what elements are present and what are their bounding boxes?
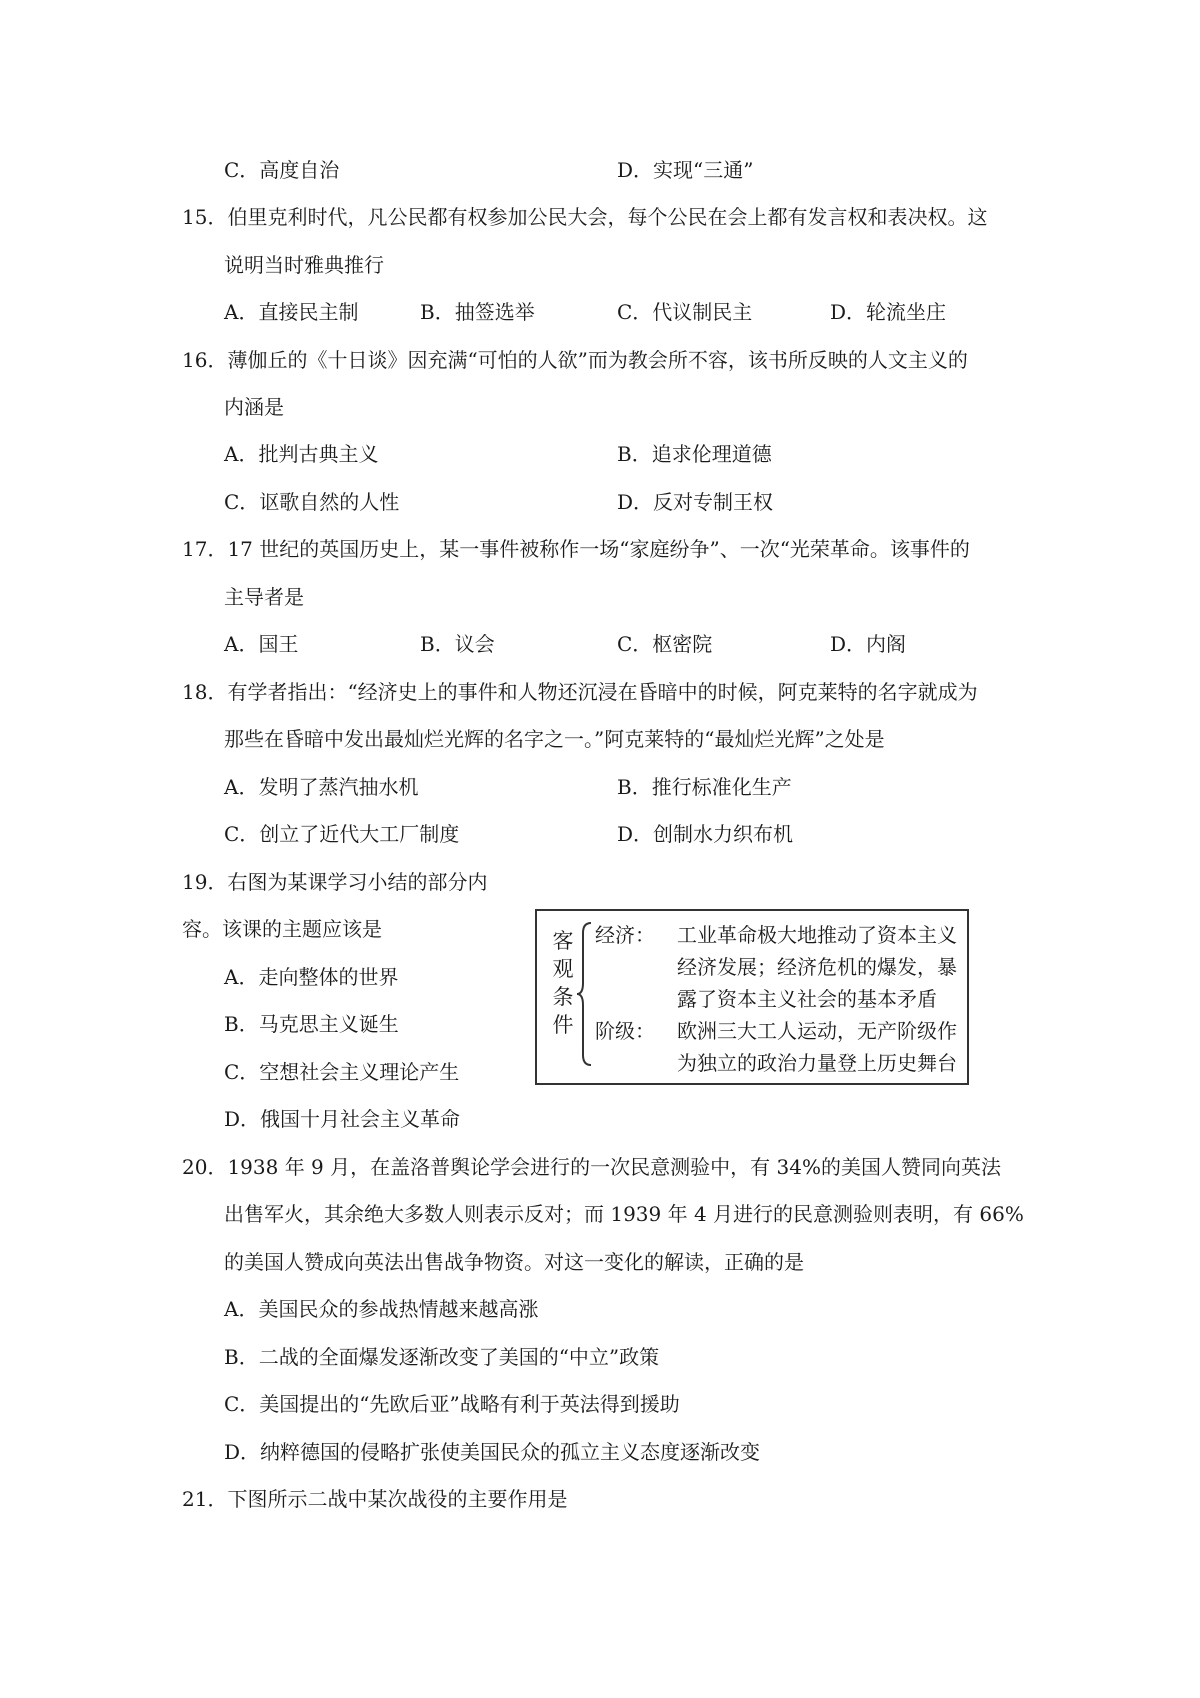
q19-option-a: A．走向整体的世界	[224, 965, 399, 989]
q20-stem-line2: 出售军火，其余绝大多数人则表示反对；而 1939 年 4 月进行的民意测验则表明，有 66%	[224, 1202, 1024, 1226]
q18-option-b: B．推行标准化生产	[617, 775, 792, 799]
q17-option-c: C．枢密院	[617, 632, 713, 656]
q15-stem-line2: 说明当时雅典推行	[224, 253, 384, 277]
q18-option-a: A．发明了蒸汽抽水机	[224, 775, 419, 799]
q21-stem-line1: 21．下图所示二战中某次战役的主要作用是	[182, 1487, 568, 1511]
q19-option-b: B．马克思主义诞生	[224, 1012, 399, 1036]
curly-brace-icon	[575, 919, 595, 1069]
q16-option-b: B．追求伦理道德	[617, 442, 772, 466]
q19-box-class-line1: 欧洲三大工人运动，无产阶级作	[677, 1019, 957, 1043]
q19-box-econ-line1: 工业革命极大地推动了资本主义	[677, 923, 957, 947]
q15-option-c: C．代议制民主	[617, 300, 753, 324]
q18-option-d: D．创制水力织布机	[617, 822, 794, 846]
q20-stem-line3: 的美国人赞成向英法出售战争物资。对这一变化的解读，正确的是	[224, 1250, 804, 1274]
q19-stem-line1: 19．右图为某课学习小结的部分内	[182, 870, 488, 894]
q18-stem-line1: 18．有学者指出：“经济史上的事件和人物还沉浸在昏暗中的时候，阿克莱特的名字就成为	[182, 680, 978, 704]
q16-stem-line2: 内涵是	[224, 395, 284, 419]
q19-box-econ-line2: 经济发展；经济危机的爆发，暴	[677, 955, 957, 979]
q19-option-c: C．空想社会主义理论产生	[224, 1060, 460, 1084]
q17-stem-line1: 17．17 世纪的英国历史上，某一事件被称作一场“家庭纷争”、一次“光荣革命。该事件的	[182, 537, 970, 561]
q20-option-c: C．美国提出的“先欧后亚”战略有利于英法得到援助	[224, 1392, 680, 1416]
q15-stem-line1: 15．伯里克利时代，凡公民都有权参加公民大会，每个公民在会上都有发言权和表决权。这	[182, 205, 988, 229]
q16-option-c: C．讴歌自然的人性	[224, 490, 400, 514]
q20-option-d: D．纳粹德国的侵略扩张使美国民众的孤立主义态度逐渐改变	[224, 1440, 761, 1464]
q17-option-a: A．国王	[224, 632, 299, 656]
q19-summary-box	[535, 909, 969, 1085]
q20-option-a: A．美国民众的参战热情越来越高涨	[224, 1297, 539, 1321]
q16-option-d: D．反对专制王权	[617, 490, 774, 514]
q19-box-econ-label: 经济：	[595, 923, 655, 947]
q20-option-b: B．二战的全面爆发逐渐改变了美国的“中立”政策	[224, 1345, 660, 1369]
q19-box-side-label: 客观条件	[552, 929, 574, 1037]
q16-option-a: A．批判古典主义	[224, 442, 379, 466]
q18-option-c: C．创立了近代大工厂制度	[224, 822, 460, 846]
q19-box-class-label: 阶级：	[595, 1019, 655, 1043]
q18-stem-line2: 那些在昏暗中发出最灿烂光辉的名字之一。”阿克莱特的“最灿烂光辉”之处是	[224, 727, 885, 751]
q19-option-d: D．俄国十月社会主义革命	[224, 1107, 461, 1131]
q17-option-d: D．内阁	[830, 632, 907, 656]
q17-option-b: B．议会	[420, 632, 495, 656]
q14-option-c: C．高度自治	[224, 158, 340, 182]
q15-option-a: A．直接民主制	[224, 300, 359, 324]
q19-stem-line2: 容。该课的主题应该是	[182, 917, 382, 941]
q16-stem-line1: 16．薄伽丘的《十日谈》因充满“可怕的人欲”而为教会所不容，该书所反映的人文主义的	[182, 348, 968, 372]
q14-option-d: D．实现“三通”	[617, 158, 754, 182]
q19-box-class-line2: 为独立的政治力量登上历史舞台	[677, 1051, 957, 1075]
q17-stem-line2: 主导者是	[224, 585, 304, 609]
q20-stem-line1: 20．1938 年 9 月，在盖洛普舆论学会进行的一次民意测验中，有 34%的美国人赞同向英法	[182, 1155, 1001, 1179]
q15-option-d: D．轮流坐庄	[830, 300, 947, 324]
q15-option-b: B．抽签选举	[420, 300, 535, 324]
q19-box-econ-line3: 露了资本主义社会的基本矛盾	[677, 987, 937, 1011]
